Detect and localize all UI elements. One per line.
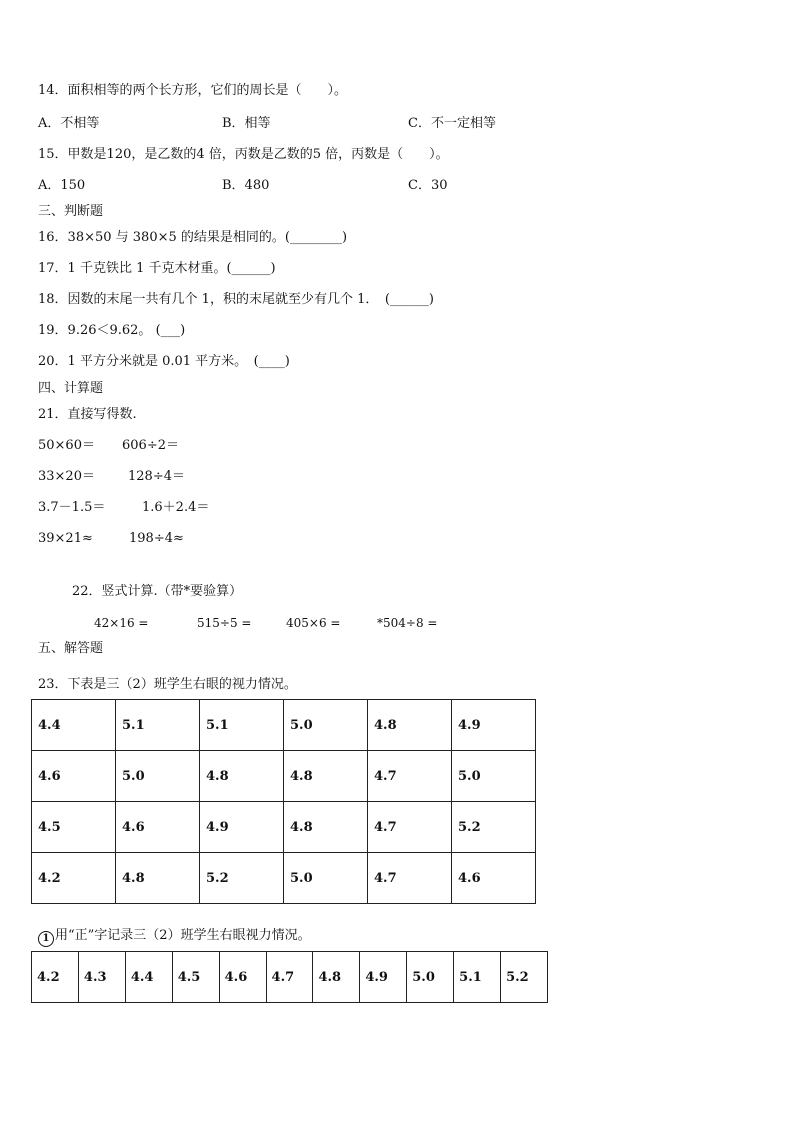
q23-sub1 (38, 928, 311, 947)
q23-stem: 23．下表是三（2）班学生右眼的视力情况。 (38, 677, 297, 692)
table-cell: 5.0 (407, 952, 454, 1003)
table-row (32, 853, 536, 904)
table-cell: 4.9 (452, 700, 536, 751)
table-cell: 5.1 (116, 700, 200, 751)
table-cell: 5.0 (452, 751, 536, 802)
q22-item: 42×16 = (94, 616, 149, 630)
q21-expr: 1.6＋2.4＝ (142, 500, 210, 515)
q15-option-c: C．30 (408, 178, 448, 193)
section-calculation-heading: 四、计算题 (38, 381, 104, 396)
table-row (32, 700, 536, 751)
section-judgement-heading: 三、判断题 (38, 204, 104, 219)
q21-expr: 50×60＝ (38, 438, 95, 453)
q15-stem: 15．甲数是120，是乙数的4 倍，丙数是乙数的5 倍，丙数是（ ）。 (38, 147, 449, 162)
q22-item: 515÷5 = (197, 616, 252, 630)
q22-item: 405×6 = (286, 616, 341, 630)
q14-option-a: A．不相等 (38, 116, 100, 131)
table-cell: 5.2 (452, 802, 536, 853)
table-cell: 4.5 (32, 802, 116, 853)
table-cell: 5.1 (454, 952, 501, 1003)
table-cell: 4.5 (172, 952, 219, 1003)
q21-expr: 33×20＝ (38, 469, 95, 484)
q21-expr: 3.7－1.5＝ (38, 500, 106, 515)
q22-stem: 22．竖式计算.（带*要验算） (72, 584, 243, 599)
q22-item: *504÷8 = (377, 616, 438, 630)
table-cell: 5.1 (200, 700, 284, 751)
q23-sub1-text: 用“正”字记录三（2）班学生右眼视力情况。 (55, 928, 311, 943)
table-cell: 5.0 (116, 751, 200, 802)
table-cell: 5.0 (284, 853, 368, 904)
q17-stem: 17．1 千克铁比 1 千克木材重。(______) (38, 261, 276, 276)
table-cell: 4.7 (266, 952, 313, 1003)
table-cell: 5.0 (284, 700, 368, 751)
table-cell: 5.2 (200, 853, 284, 904)
q14-stem: 14．面积相等的两个长方形，它们的周长是（ ）。 (38, 83, 348, 98)
table-cell: 4.8 (368, 700, 452, 751)
q19-stem: 19．9.26＜9.62。 (___) (38, 323, 186, 338)
q21-expr: 198÷4≈ (129, 531, 184, 546)
circled-number-1: 1 (38, 931, 54, 947)
q20-stem: 20．1 平方分米就是 0.01 平方米。 (____) (38, 354, 290, 369)
table-cell: 4.9 (200, 802, 284, 853)
table-cell: 4.8 (284, 751, 368, 802)
table-cell: 4.7 (368, 751, 452, 802)
table-cell: 4.8 (284, 802, 368, 853)
table-cell: 4.8 (200, 751, 284, 802)
table-cell: 4.6 (116, 802, 200, 853)
q15-option-b: B．480 (222, 178, 270, 193)
table-row (32, 751, 536, 802)
table-cell: 4.8 (313, 952, 360, 1003)
table-row (32, 802, 536, 853)
table-cell: 4.2 (32, 853, 116, 904)
q15-option-a: A．150 (38, 178, 86, 193)
q21-expr: 39×21≈ (38, 531, 93, 546)
table-cell: 4.4 (32, 700, 116, 751)
table-cell: 4.6 (452, 853, 536, 904)
table-cell: 4.7 (368, 802, 452, 853)
q18-stem: 18．因数的末尾一共有几个 1，积的末尾就至少有几个 1． (______) (38, 292, 434, 307)
q14-option-b: B．相等 (222, 116, 271, 131)
table-cell: 4.8 (116, 853, 200, 904)
table-cell: 4.3 (78, 952, 125, 1003)
table-cell: 4.6 (32, 751, 116, 802)
q14-option-c: C．不一定相等 (408, 116, 496, 131)
q21-expr: 606÷2＝ (122, 438, 179, 453)
q21-stem: 21．直接写得数. (38, 407, 137, 422)
table-cell: 4.6 (219, 952, 266, 1003)
table-cell: 4.4 (125, 952, 172, 1003)
section-answer-heading: 五、解答题 (38, 641, 104, 656)
table-cell: 4.2 (32, 952, 79, 1003)
table-cell: 5.2 (501, 952, 548, 1003)
table-cell: 4.7 (368, 853, 452, 904)
vision-data-table (31, 699, 536, 904)
table-cell: 4.9 (360, 952, 407, 1003)
tally-table (31, 951, 548, 1003)
table-row (32, 952, 548, 1003)
q16-stem: 16．38×50 与 380×5 的结果是相同的。(________) (38, 230, 348, 245)
q21-expr: 128÷4＝ (128, 469, 185, 484)
